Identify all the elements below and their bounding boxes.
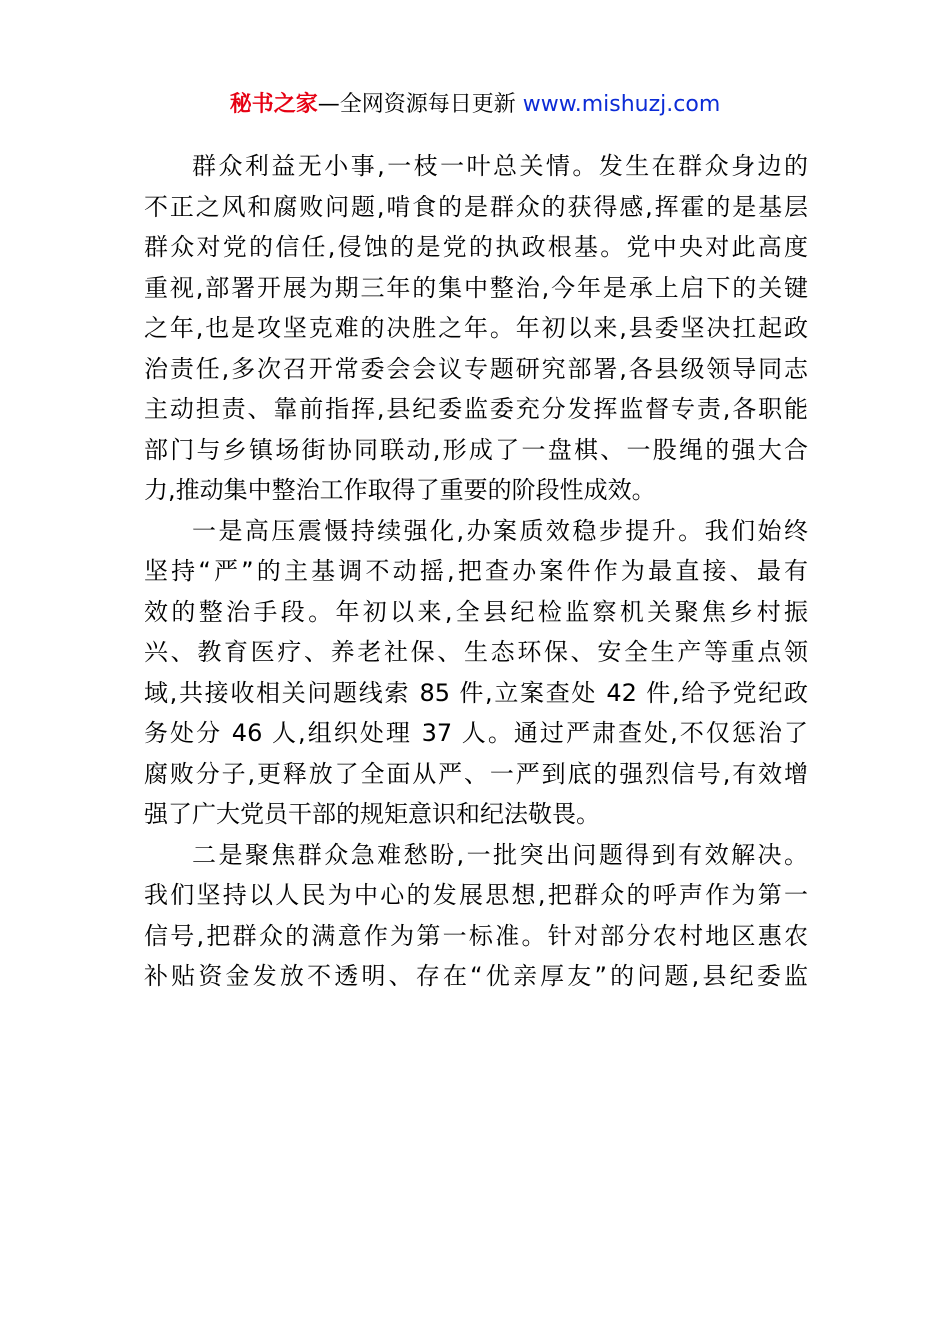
text-line: 效的整治手段。年初以来,全县纪检监察机关聚焦乡村振 (144, 597, 808, 626)
text-line: 信号,把群众的满意作为第一标准。针对部分农村地区惠农 (144, 921, 808, 950)
text-line: 坚持“严”的主基调不动摇,把查办案件作为最直接、最有 (144, 557, 808, 585)
text-line: 我们坚持以人民为中心的发展思想,把群众的呼声作为第一 (144, 881, 808, 909)
paragraph-intro (144, 146, 808, 511)
text-line: 不正之风和腐败问题,啃食的是群众的获得感,挥霍的是基层 (144, 192, 808, 221)
text-line: 群众利益无小事,一枝一叶总关情。发生在群众身边的 (192, 152, 808, 180)
site-url-link[interactable]: www.mishuzj.com (522, 92, 721, 117)
text-line: 群众对党的信任,侵蚀的是党的执政根基。党中央对此高度 (144, 233, 808, 261)
text-line: 主动担责、靠前指挥,县纪委监委充分发挥监督专责,各职能 (144, 395, 808, 423)
paragraph-point-one (144, 511, 808, 835)
text-line: 力,推动集中整治工作取得了重要的阶段性成效。 (144, 476, 656, 504)
text-line: 部门与乡镇场街协同联动,形成了一盘棋、一股绳的强大合 (144, 435, 808, 464)
text-line: 兴、教育医疗、养老社保、生态环保、安全生产等重点领 (144, 638, 808, 666)
text-line: 务处分 46 人,组织处理 37 人。通过严肃查处,不仅惩治了 (144, 719, 808, 747)
brand-name: 秘书之家 (229, 92, 318, 117)
header-tagline: —全网资源每日更新 (317, 92, 523, 117)
paragraph-point-two (144, 835, 808, 997)
site-header (0, 88, 950, 122)
text-line: 腐败分子,更释放了全面从严、一严到底的强烈信号,有效增 (144, 759, 808, 788)
text-line: 一是高压震慑持续强化,办案质效稳步提升。我们始终 (192, 516, 808, 545)
text-line: 域,共接收相关问题线索 85 件,立案查处 42 件,给予党纪政 (144, 678, 808, 707)
document-body (144, 146, 808, 997)
text-line: 治责任,多次召开常委会会议专题研究部署,各县级领导同志 (144, 354, 808, 383)
text-line: 之年,也是攻坚克难的决胜之年。年初以来,县委坚决扛起政 (144, 314, 808, 342)
text-line: 重视,部署开展为期三年的集中整治,今年是承上启下的关键 (144, 273, 808, 302)
text-line: 强了广大党员干部的规矩意识和纪法敬畏。 (144, 800, 600, 828)
text-line: 二是聚焦群众急难愁盼,一批突出问题得到有效解决。 (192, 840, 808, 869)
text-line: 补贴资金发放不透明、存在“优亲厚友”的问题,县纪委监 (144, 962, 808, 990)
